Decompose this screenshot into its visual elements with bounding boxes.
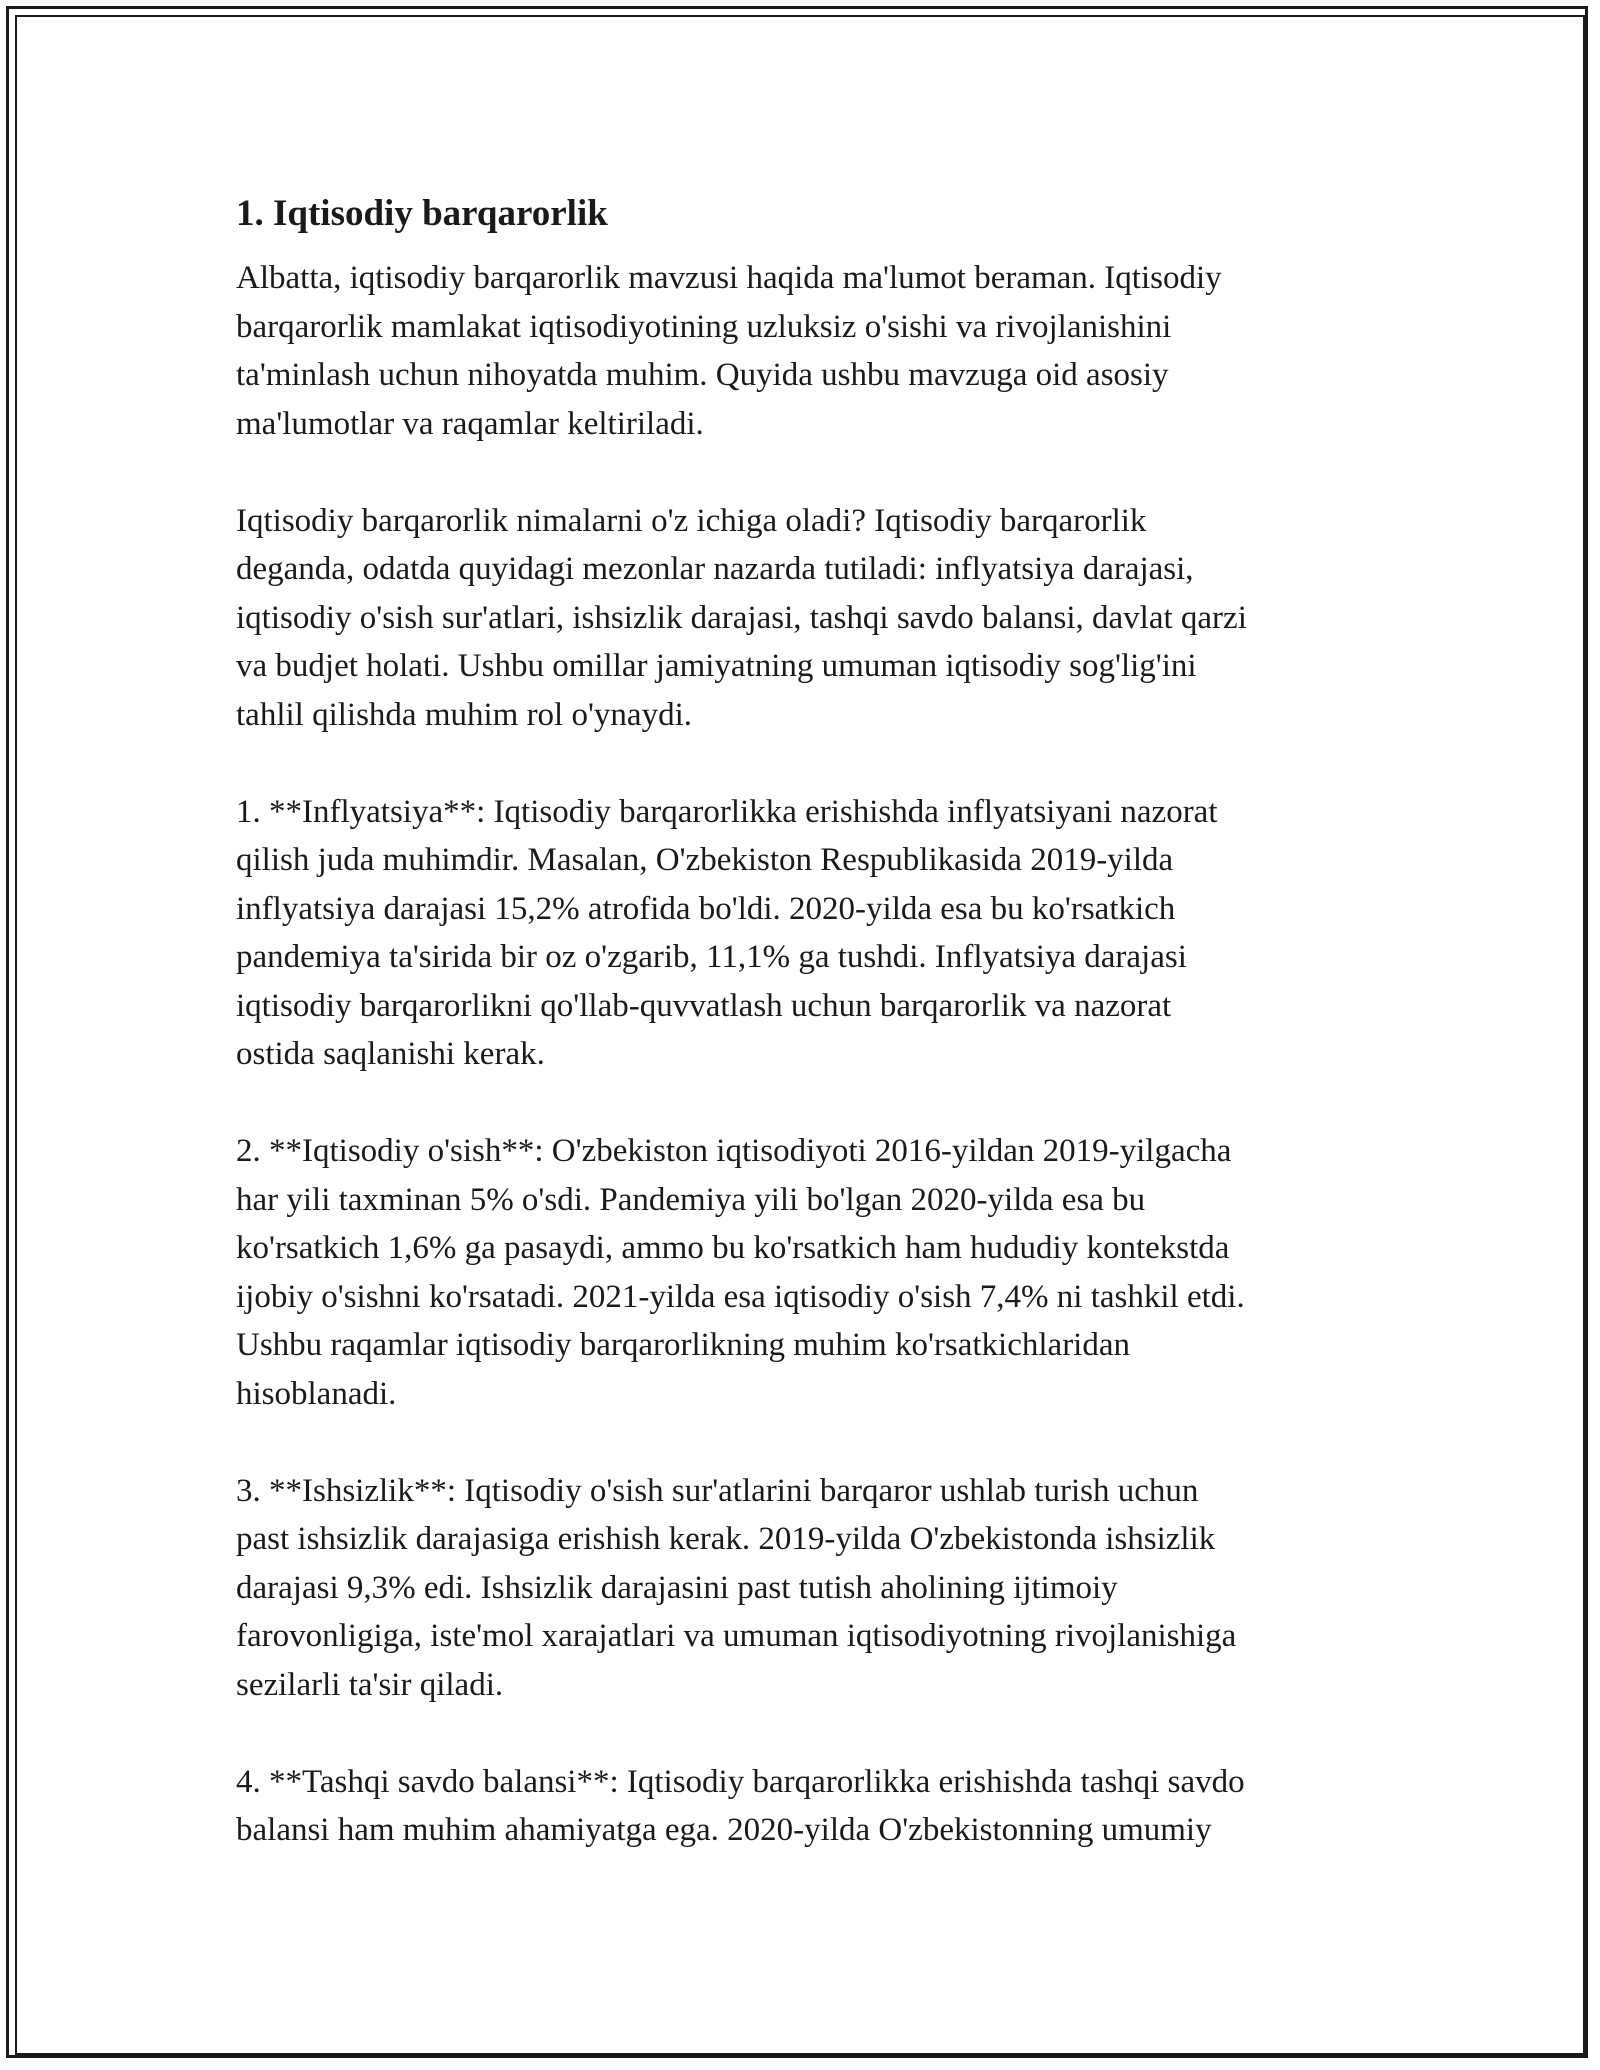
- paragraph-line: ma'lumotlar va raqamlar keltiriladi.: [236, 405, 704, 442]
- paragraph-line: barqarorlik mamlakat iqtisodiyotining uzluksiz o'sishi va rivojlanishini: [236, 308, 1172, 345]
- paragraph-line: iqtisodiy barqarorlikni qo'llab-quvvatlash uchun barqarorlik va nazorat: [236, 987, 1172, 1024]
- paragraph: [236, 788, 1376, 1079]
- paragraph-line: ta'minlash uchun nihoyatda muhim. Quyida ushbu mavzuga oid asosiy: [236, 357, 1169, 393]
- paragraph: [236, 1127, 1376, 1418]
- paragraph-line: inflyatsiya darajasi 15,2% atrofida bo'ldi. 2020-yilda esa bu ko'rsatkich: [236, 890, 1176, 927]
- paragraph-line: deganda, odatda quyidagi mezonlar nazarda tutiladi: inflyatsiya darajasi,: [236, 551, 1194, 587]
- paragraph-line: Iqtisodiy barqarorlik nimalarni o'z ichiga oladi? Iqtisodiy barqarorlik: [236, 502, 1147, 539]
- document-body: [236, 186, 1376, 1903]
- paragraph-line: Ushbu raqamlar iqtisodiy barqarorlikning muhim ko'rsatkichlaridan: [236, 1327, 1130, 1363]
- paragraph: [236, 497, 1376, 740]
- paragraph-line: balansi ham muhim ahamiyatga ega. 2020-yilda O'zbekistonning umumiy: [236, 1812, 1212, 1848]
- paragraph-line: ostida saqlanishi kerak.: [236, 1036, 545, 1072]
- paragraph: [236, 254, 1376, 448]
- paragraph-line: 1. **Inflyatsiya**: Iqtisodiy barqarorlikka erishishda inflyatsiyani nazorat: [236, 793, 1218, 830]
- paragraph-line: qilish juda muhimdir. Masalan, O'zbekiston Respublikasida 2019-yilda: [236, 842, 1174, 878]
- paragraph-line: iqtisodiy o'sish sur'atlari, ishsizlik darajasi, tashqi savdo balansi, davlat qarzi: [236, 599, 1247, 636]
- paragraph-line: 3. **Ishsizlik**: Iqtisodiy o'sish sur'atlarini barqaror ushlab turish uchun: [236, 1472, 1199, 1509]
- paragraph-line: tahlil qilishda muhim rol o'ynaydi.: [236, 696, 692, 733]
- paragraph-list: [236, 254, 1376, 1855]
- paragraph: [236, 1467, 1376, 1710]
- paragraph-line: hisoblanadi.: [236, 1375, 397, 1412]
- paragraph-line: past ishsizlik darajasiga erishish kerak. 2019-yilda O'zbekistonda ishsizlik: [236, 1521, 1216, 1557]
- paragraph-line: pandemiya ta'sirida bir oz o'zgarib, 11,1% ga tushdi. Inflyatsiya darajasi: [236, 939, 1187, 975]
- paragraph-line: 4. **Tashqi savdo balansi**: Iqtisodiy barqarorlikka erishishda tashqi savdo: [236, 1763, 1245, 1800]
- section-heading: 1. Iqtisodiy barqarorlik: [236, 193, 608, 234]
- paragraph-line: farovonligiga, iste'mol xarajatlari va umuman iqtisodiyotning rivojlanishiga: [236, 1618, 1237, 1654]
- paragraph-line: sezilarli ta'sir qiladi.: [236, 1666, 504, 1703]
- paragraph-line: va budjet holati. Ushbu omillar jamiyatning umuman iqtisodiy sog'lig'ini: [236, 648, 1197, 684]
- paragraph-line: ko'rsatkich 1,6% ga pasaydi, ammo bu ko'rsatkich ham hududiy kontekstda: [236, 1230, 1230, 1266]
- paragraph-line: 2. **Iqtisodiy o'sish**: O'zbekiston iqtisodiyoti 2016-yildan 2019-yilgacha: [236, 1133, 1232, 1169]
- paragraph-line: Albatta, iqtisodiy barqarorlik mavzusi haqida ma'lumot beraman. Iqtisodiy: [236, 260, 1222, 296]
- paragraph-line: har yili taxminan 5% o'sdi. Pandemiya yili bo'lgan 2020-yilda esa bu: [236, 1181, 1146, 1218]
- paragraph-line: ijobiy o'sishni ko'rsatadi. 2021-yilda esa iqtisodiy o'sish 7,4% ni tashkil etdi.: [236, 1278, 1245, 1315]
- paragraph-line: darajasi 9,3% edi. Ishsizlik darajasini past tutish aholining ijtimoiy: [236, 1569, 1118, 1606]
- paragraph: [236, 1758, 1376, 1855]
